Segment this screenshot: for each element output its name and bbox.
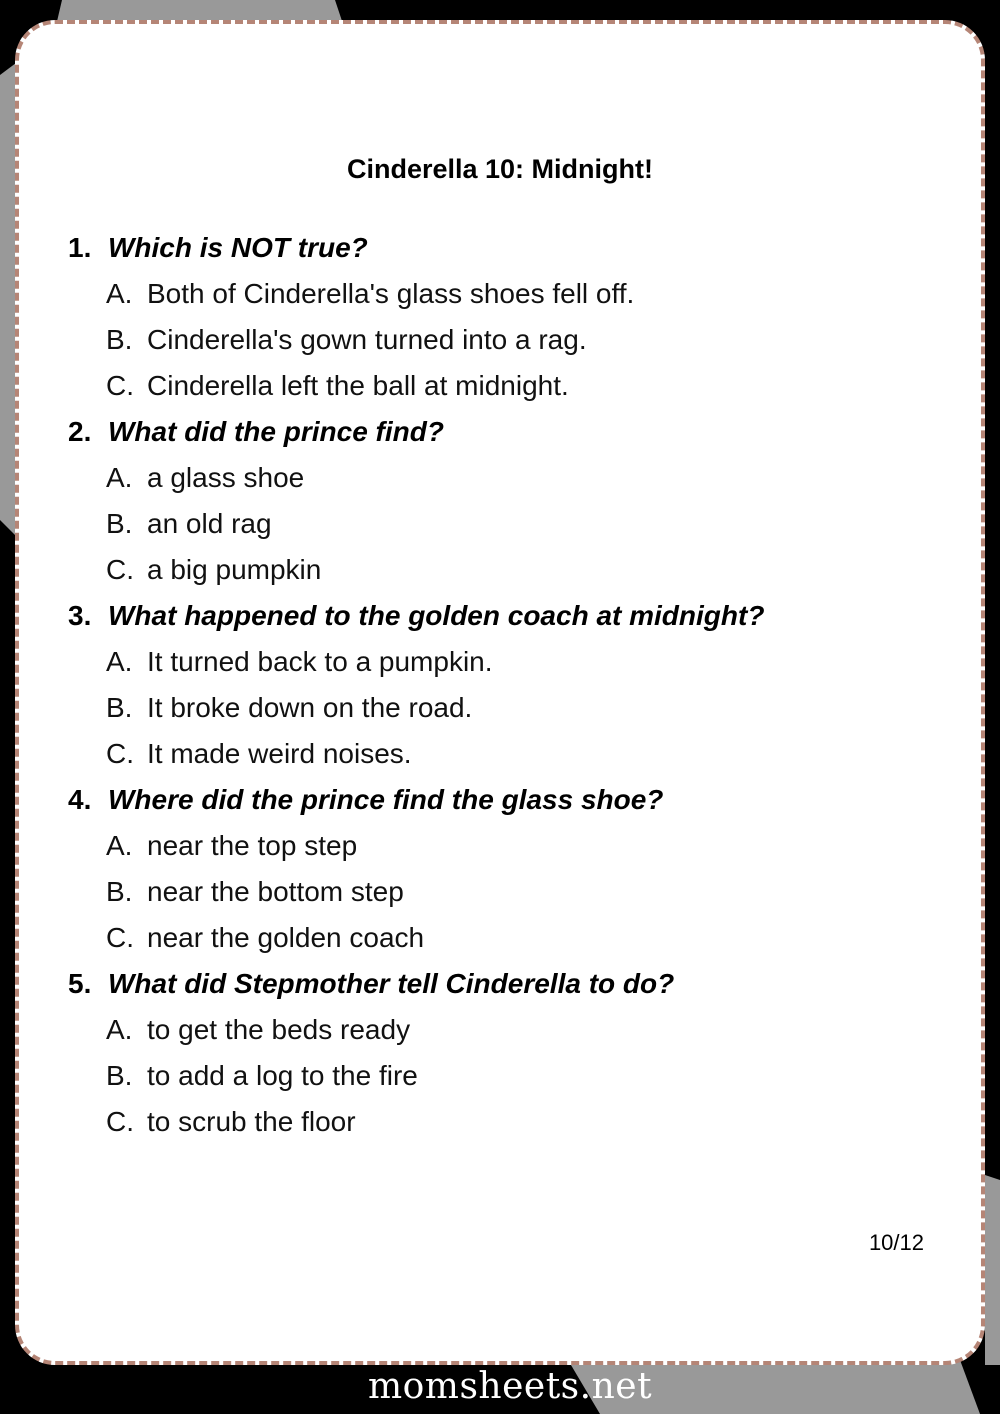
answer-option [106,830,357,862]
option-text: It made weird noises. [147,738,412,769]
question-number: 3. [68,600,92,631]
option-letter: C. [106,554,134,585]
option-letter: C. [106,738,134,769]
option-letter: B. [106,508,133,539]
option-text: an old rag [147,508,272,539]
answer-option [106,646,493,678]
site-watermark: momsheets.net [368,1366,653,1407]
answer-option [106,462,304,494]
option-letter: A. [106,278,133,309]
option-letter: A. [106,462,133,493]
option-letter: B. [106,324,133,355]
answer-option [106,554,321,586]
page-number: 10/12 [868,1230,924,1255]
question-4 [68,784,663,816]
answer-option [106,1106,356,1138]
answer-option [106,508,272,540]
option-letter: A. [106,830,133,861]
answer-option [106,876,404,908]
option-letter: C. [106,1106,134,1137]
option-text: It turned back to a pumpkin. [147,646,493,677]
question-text: What did Stepmother tell Cinderella to do? [108,968,675,999]
question-3 [68,600,764,632]
question-1 [68,232,368,264]
question-2 [68,416,444,448]
question-text: What happened to the golden coach at midnight? [108,600,765,631]
option-text: near the golden coach [147,922,425,953]
answer-option [106,370,569,402]
question-number: 2. [68,416,92,447]
answer-option [106,324,587,356]
worksheet-title: Cinderella 10: Midnight! [346,154,654,184]
option-letter: C. [106,370,134,401]
option-text: Cinderella left the ball at midnight. [147,370,569,401]
option-text: to get the beds ready [147,1014,411,1045]
option-letter: B. [106,692,133,723]
question-5 [68,968,674,1000]
answer-option [106,278,634,310]
option-text: near the bottom step [147,876,404,907]
option-text: Cinderella's gown turned into a rag. [147,324,587,355]
option-text: to scrub the floor [147,1106,356,1137]
question-text: Where did the prince find the glass shoe? [108,784,664,815]
option-letter: C. [106,922,134,953]
answer-option [106,1014,410,1046]
question-number: 5. [68,968,92,999]
question-text: Which is NOT true? [108,232,368,263]
option-text: a big pumpkin [147,554,322,585]
answer-option [106,1060,418,1092]
option-text: It broke down on the road. [147,692,473,723]
option-letter: A. [106,646,133,677]
option-letter: A. [106,1014,133,1045]
question-number: 1. [68,232,92,263]
question-number: 4. [68,784,92,815]
option-text: Both of Cinderella's glass shoes fell off. [147,278,635,309]
answer-option [106,922,424,954]
answer-option [106,692,472,724]
question-text: What did the prince find? [108,416,444,447]
option-text: to add a log to the fire [147,1060,418,1091]
option-text: near the top step [147,830,358,861]
answer-option [106,738,412,770]
option-text: a glass shoe [147,462,305,493]
option-letter: B. [106,1060,133,1091]
option-letter: B. [106,876,133,907]
